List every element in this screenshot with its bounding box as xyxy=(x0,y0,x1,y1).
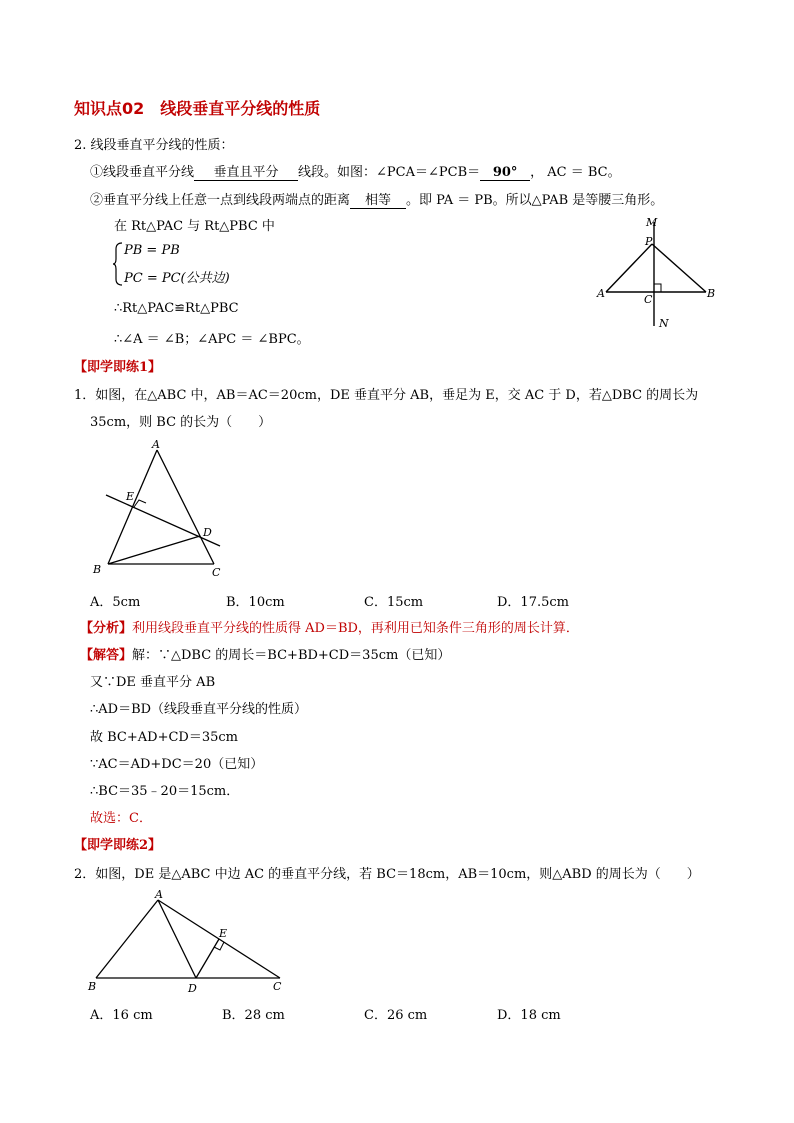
proof-conclusion: ∴∠A ＝ ∠B；∠APC ＝ ∠BPC。 xyxy=(114,332,310,347)
segment-PB xyxy=(652,244,706,292)
practice2-option-d[interactable]: D．18 cm xyxy=(497,1008,561,1023)
right-angle-mark xyxy=(134,500,146,507)
label-C: C xyxy=(212,566,221,579)
label-A: A xyxy=(152,438,160,451)
label-N: N xyxy=(659,317,669,330)
analysis-tag: 【分析】 xyxy=(80,621,133,636)
practice1-question-line1: 1．如图，在△ABC 中，AB＝AC＝20cm，DE 垂直平分 AB，垂足为 E，交 AC 于 D，若△DBC 的周长为 xyxy=(74,388,699,403)
segment-BD xyxy=(108,536,200,564)
practice2-option-a[interactable]: A．16 cm xyxy=(90,1008,153,1023)
proof-congruence: ∴Rt△PAC≌Rt△PBC xyxy=(114,301,239,316)
line2-pre: ②垂直平分线上任意一点到线段两端点的距离 xyxy=(90,193,351,208)
practice2-option-c[interactable]: C．26 cm xyxy=(364,1008,428,1023)
segment-PA xyxy=(606,244,652,292)
practice1-header: 【即学即练1】 xyxy=(74,360,162,375)
practice1-option-c[interactable]: C．15cm xyxy=(364,595,424,610)
label-D: D xyxy=(203,526,212,539)
answer-line-7: 故选：C． xyxy=(90,811,152,826)
practice1-option-a[interactable]: A．5cm xyxy=(90,595,141,610)
line1-pre: ①线段垂直平分线 xyxy=(90,165,195,180)
practice1-option-b[interactable]: B．10cm xyxy=(226,595,285,610)
answer-line-2: 又∵DE 垂直平分 AB xyxy=(90,675,216,690)
practice2-header: 【即学即练2】 xyxy=(74,838,162,853)
proof-intro: 在 Rt△PAC 与 Rt△PBC 中 xyxy=(114,219,275,234)
line1-mid: 线段。如图：∠PCA＝∠PCB＝ xyxy=(298,165,481,180)
label-A: A xyxy=(155,888,163,901)
property-line-1 xyxy=(90,161,621,181)
practice2-question: 2．如图，DE 是△ABC 中边 AC 的垂直平分线，若 BC＝18cm，AB＝10cm，则△ABD 的周长为（ ） xyxy=(74,867,700,882)
property-line-2 xyxy=(90,189,663,209)
line2-post: 。即 PA ＝ PB。所以△PAB 是等腰三角形。 xyxy=(406,193,664,208)
segment-AB xyxy=(96,900,158,978)
answer-line-3: ∴AD＝BD（线段垂直平分线的性质） xyxy=(90,702,308,717)
label-B: B xyxy=(707,287,716,300)
label-B: B xyxy=(88,980,97,993)
figure-perpendicular-bisector xyxy=(590,212,730,334)
answer-line-4: 故 BC+AD+CD＝35cm xyxy=(90,730,238,745)
label-D: D xyxy=(188,982,197,995)
practice1-question-line2: 35cm，则 BC 的长为（ ） xyxy=(90,415,272,430)
proof-condition-2: PC = PC(公共边) xyxy=(124,271,230,286)
item-label: 2. 线段垂直平分线的性质： xyxy=(74,138,234,153)
label-E: E xyxy=(219,927,228,940)
answer-line-1: 解：∵△DBC 的周长＝BC+BD+CD＝35cm（已知） xyxy=(132,648,451,663)
answer-line-6: ∴BC＝35﹣20＝15cm． xyxy=(90,784,240,799)
label-C: C xyxy=(273,980,282,993)
label-M: M xyxy=(646,216,658,229)
answer-tag: 【解答】 xyxy=(80,648,133,663)
practice2-option-b[interactable]: B．28 cm xyxy=(222,1008,285,1023)
segment-DE xyxy=(196,939,219,978)
label-E: E xyxy=(126,490,135,503)
proof-condition-1: PB = PB xyxy=(124,243,180,258)
brace-icon xyxy=(112,241,124,287)
label-A: A xyxy=(597,287,605,300)
answer-line-5: ∵AC＝AD+DC＝20（已知） xyxy=(90,757,264,772)
blank-90-degrees: 90° xyxy=(480,165,530,181)
answer xyxy=(80,644,450,663)
practice1-option-d[interactable]: D．17.5cm xyxy=(497,595,569,610)
blank-equal: 相等 xyxy=(350,189,406,209)
section-title: 知识点02 线段垂直平分线的性质 xyxy=(74,99,321,118)
label-P: P xyxy=(645,235,653,248)
analysis xyxy=(80,617,579,636)
blank-perpendicular-bisect: 垂直且平分 xyxy=(194,161,298,181)
figure-triangle-abc-1 xyxy=(90,436,230,580)
figure-triangle-abc-2 xyxy=(86,886,296,998)
label-B: B xyxy=(93,563,102,576)
analysis-text: 利用线段垂直平分线的性质得 AD＝BD，再利用已知条件三角形的周长计算． xyxy=(132,621,579,636)
label-C: C xyxy=(644,293,653,306)
line1-post: ， AC ＝ BC。 xyxy=(530,165,621,180)
right-angle-mark xyxy=(654,284,661,292)
